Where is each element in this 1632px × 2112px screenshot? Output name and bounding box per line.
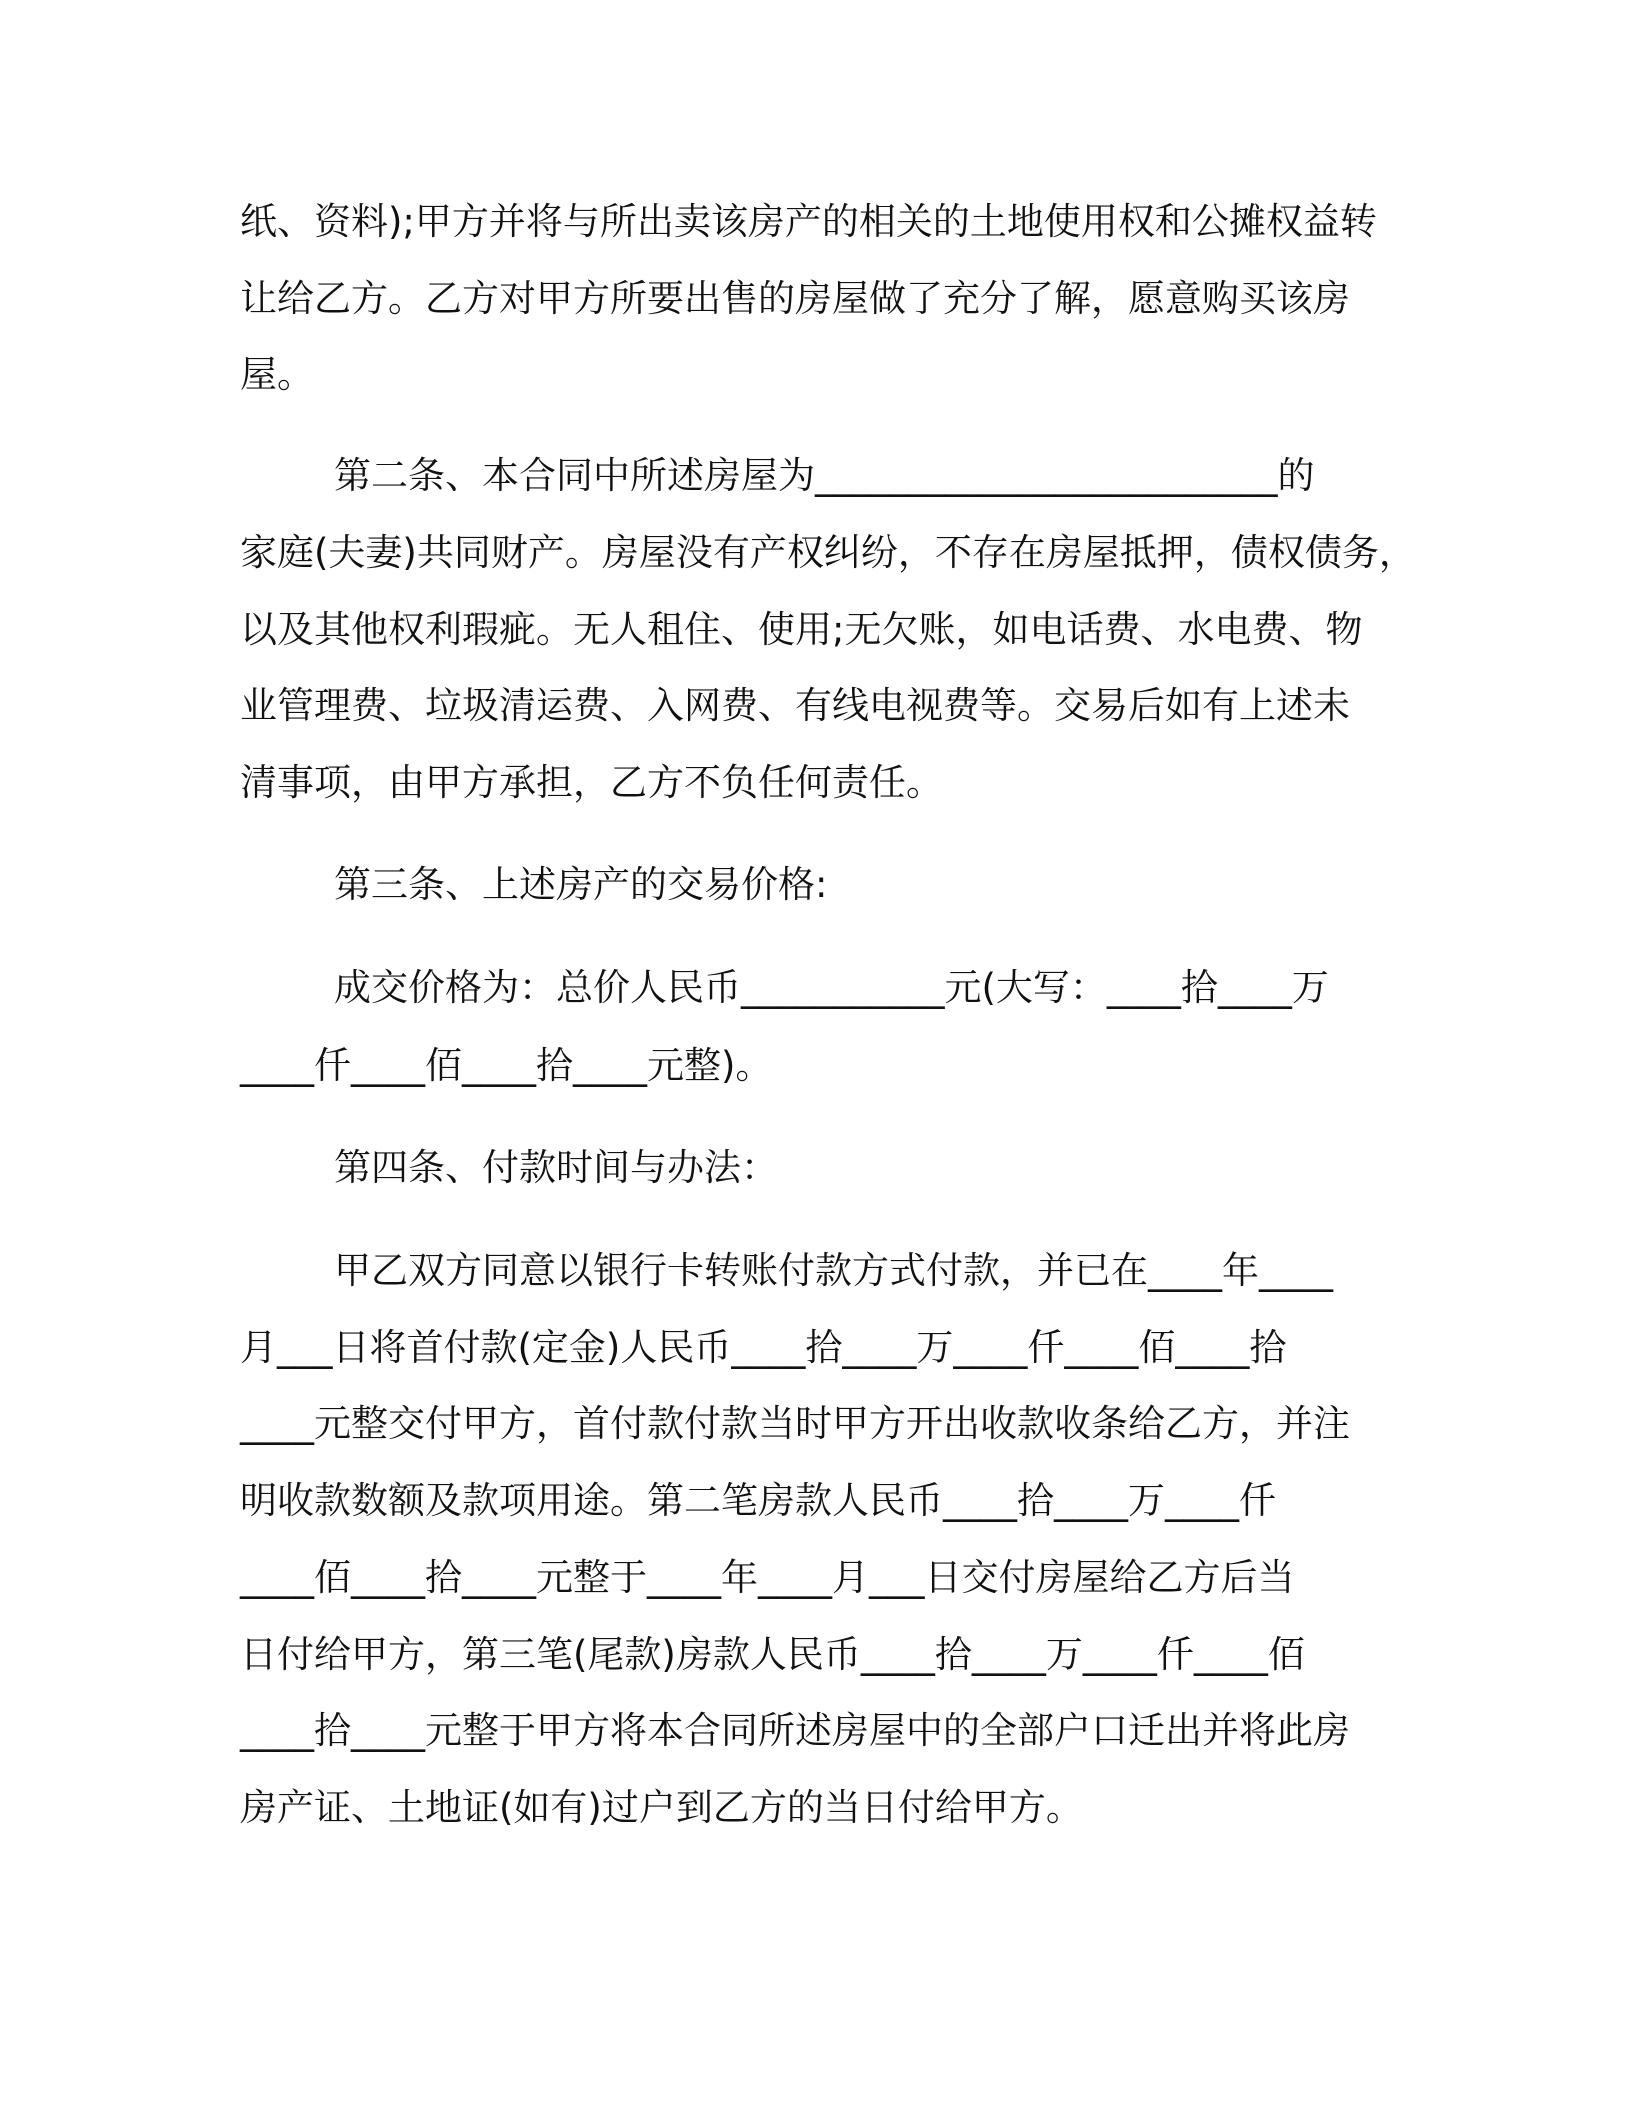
payment-line-1: 甲乙双方同意以银行卡转账付款方式付款，并已在____年____ (334, 1249, 1333, 1292)
article-3-heading: 第三条、上述房产的交易价格: (334, 863, 828, 906)
text-line-1: 纸、资料);甲方并将与所出卖该房产的相关的土地使用权和公摊权益转 (240, 200, 1377, 243)
payment-line-7: ____拾____元整于甲方将本合同所述房屋中的全部户口迁出并将此房 (240, 1709, 1350, 1752)
text-line-5: 家庭(夫妻)共同财产。房屋没有产权纠纷，不存在房屋抵押，债权债务， (240, 531, 1416, 574)
payment-line-3: ____元整交付甲方，首付款付款当时甲方开出收款收条给乙方，并注 (240, 1402, 1350, 1445)
text-line-7: 业管理费、垃圾清运费、入网费、有线电视费等。交易后如有上述未 (240, 684, 1350, 727)
payment-line-6: 日付给甲方，第三笔(尾款)房款人民币____拾____万____仟____佰 (240, 1633, 1305, 1676)
text-line-8: 清事项，由甲方承担，乙方不负任何责任。 (240, 761, 943, 804)
payment-line-8: 房产证、土地证(如有)过户到乙方的当日付给甲方。 (240, 1786, 1083, 1829)
payment-line-5: ____佰____拾____元整于____年____月___日交付房屋给乙方后当 (240, 1556, 1295, 1599)
article-2-heading: 第二条、本合同中所述房屋为_________________________的 (334, 454, 1315, 497)
text-line-3: 屋。 (240, 353, 314, 396)
text-line-2: 让给乙方。乙方对甲方所要出售的房屋做了充分了解，愿意购买该房 (240, 277, 1350, 320)
article-4-heading: 第四条、付款时间与办法： (334, 1146, 778, 1189)
payment-line-4: 明收款数额及款项用途。第二笔房款人民币____拾____万____仟 (240, 1479, 1276, 1522)
price-line-cont: ____仟____佰____拾____元整)。 (240, 1044, 773, 1087)
payment-line-2: 月___日将首付款(定金)人民币____拾____万____仟____佰____拾 (240, 1326, 1287, 1369)
text-line-6: 以及其他权利瑕疵。无人租住、使用;无欠账，如电话费、水电费、物 (240, 608, 1363, 651)
price-line: 成交价格为：总价人民币___________元(大写：____拾____万 (334, 966, 1329, 1009)
